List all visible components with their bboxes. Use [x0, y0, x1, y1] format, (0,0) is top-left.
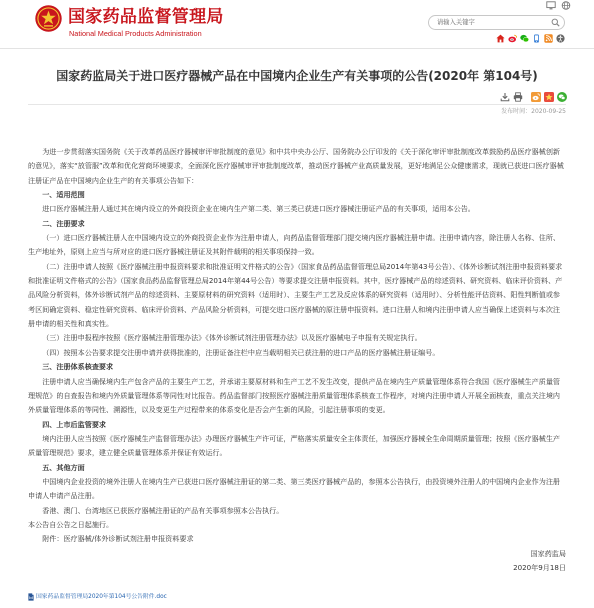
quick-links [496, 34, 565, 43]
section-heading: 三、注册体系核查要求 [42, 362, 114, 372]
body-paragraph: 境内注册人应当按照《医疗器械生产监督管理办法》办理医疗器械生产许可证，严格落实质量安全主体责任，加强医疗器械全生命周期质量管理；按照《医疗器械生产质量管理规范》要求，建立健全质量管理体系并保证有效运行。 [28, 433, 561, 458]
home-icon[interactable] [496, 34, 505, 43]
site-header [0, 0, 594, 49]
body-paragraph: （三）注册申报程序按照《医疗器械注册管理办法》《体外诊断试剂注册管理办法》以及医疗器械电子申报有关规定执行。 [42, 333, 422, 343]
section-heading: 五、其他方面 [42, 462, 85, 472]
article-toolbar [500, 92, 567, 102]
search-box [428, 15, 565, 30]
weibo-share-icon[interactable] [531, 92, 541, 102]
download-icon[interactable] [500, 92, 510, 102]
body-paragraph: （二）注册申请人按照《医疗器械注册申报资料要求和批准证明文件格式的公告》（国家食品药品监督管理总局2014年第43号公告）、《体外诊断试剂注册申报资料要求和批准证明文件格式的公告》（国家食品药品监督管理总局2014年第44号公告）等要求提交注册申报资料。其中，医疗器械产品的综述资料、研究资料、临床评价资料、产品风险分析资料，体外诊断试剂产品的综述资料、主要原材料的研究资料（适用时）、主要生产工艺及反应体系的研究资料（适用时）、分析性能评估资料、阳性判断值或参考区间确定资料、稳定性研究资料、临床评价资料、产品风险分析资料，可提交进口医疗器械的原注册申报资料。进口注册人和境内注册申请人应当确保上述资料与本次注册申请的相关性和真实性。 [28, 261, 563, 329]
issuer-signature: 国家药监局 [530, 548, 566, 558]
print-icon[interactable] [513, 92, 523, 102]
body-paragraph: 注册申请人应当确保境内生产包含产品的主要生产工艺，并承诺主要原材料和生产工艺不发生改变，提供产品在境内生产质量管理体系符合我国《医疗器械生产质量管理规范》的自查报告和境内外质量管理体系等同性对比报告。药品监督部门按照医疗器械注册质量管理体系核查工作程序，对境内注册申请人开展全面核查，重点关注境内外质量管理体系的等同性、溯源性，以及变更生产过程带来的体系变化是否会产生新的风险，引起注册事项的变更。 [28, 376, 561, 415]
publish-time: 发布时间：2020-09-25 [501, 108, 566, 115]
wechat-icon[interactable] [520, 34, 529, 43]
mobile-icon[interactable] [532, 34, 541, 43]
rss-icon[interactable] [544, 34, 553, 43]
search-input[interactable] [437, 16, 549, 29]
issue-date: 2020年9月18日 [513, 562, 566, 572]
wechat-share-icon[interactable] [557, 92, 567, 102]
body-paragraph: （一）进口医疗器械注册人在中国境内设立的外商投资企业作为注册申请人，向药品监督管理部门提交境内医疗器械注册申请。注册申请内容，除注册人名称、住所、生产地址外，原则上应当与所对应的进口医疗器械注册证及其附件载明的相关事项保持一致。 [28, 233, 561, 257]
effective-date-note: 本公告自公告之日起施行。 [28, 519, 114, 529]
display-icon[interactable] [546, 1, 556, 10]
attachment-note: 附件：医疗器械/体外诊断试剂注册申报资料要求 [42, 534, 194, 544]
section-heading: 二、注册要求 [42, 218, 85, 228]
word-doc-icon [28, 593, 34, 601]
site-name-english: National Medical Products Administration [69, 29, 202, 38]
article-body [28, 145, 566, 575]
site-name: 国家药品监督管理局 [68, 7, 224, 27]
intro-paragraph: 为进一步贯彻落实国务院《关于改革药品医疗器械审评审批制度的意见》和中共中央办公厅、国务院办公厅印发的《关于深化审评审批制度改革鼓励药品医疗器械创新的意见》，落实“放管服”改革和优化营商环境要求，全面深化医疗器械审评审批制度改革，推动医疗器械产业高质量发展，更好地满足公众健康需求，现就已获进口医疗器械注册证产品在中国境内企业生产的有关事项公告如下： [28, 147, 564, 185]
divider [28, 104, 566, 105]
weibo-icon[interactable] [508, 34, 517, 43]
site-logo[interactable] [35, 5, 225, 39]
section-heading: 一、适用范围 [42, 190, 85, 200]
article-title: 国家药监局关于进口医疗器械产品在中国境内企业生产有关事项的公告(2020年 第104号) [56, 69, 538, 83]
attachment-link[interactable] [28, 592, 167, 602]
emblem-icon [35, 5, 62, 32]
body-paragraph: 进口医疗器械注册人通过其在境内设立的外商投资企业在境内生产第二类、第三类已获进口医疗器械注册证产品的有关事项，适用本公告。 [42, 204, 475, 214]
body-paragraph: 香港、澳门、台湾地区已获医疗器械注册证的产品有关事项参照本公告执行。 [42, 505, 284, 515]
accessibility-icon[interactable] [556, 34, 565, 43]
qzone-share-icon[interactable] [544, 92, 554, 102]
section-heading: 四、上市后监管要求 [42, 419, 107, 429]
search-icon[interactable] [551, 18, 560, 27]
body-paragraph: 中国境内企业投资的境外注册人在境内生产已获进口医疗器械注册证的第二类、第三类医疗器械产品的，参照本公告执行，由投资境外注册人的中国境内企业作为注册申请人申请产品注册。 [28, 476, 561, 501]
body-paragraph: （四）按照本公告要求提交注册申请并获得批准的，注册证备注栏中应当载明相关已获注册的进口产品的医疗器械注册证编号。 [42, 347, 440, 357]
attachment-file-name: 国家药品监督管理局2020年第104号公告附件.doc [36, 594, 167, 600]
globe-icon[interactable] [561, 1, 571, 10]
